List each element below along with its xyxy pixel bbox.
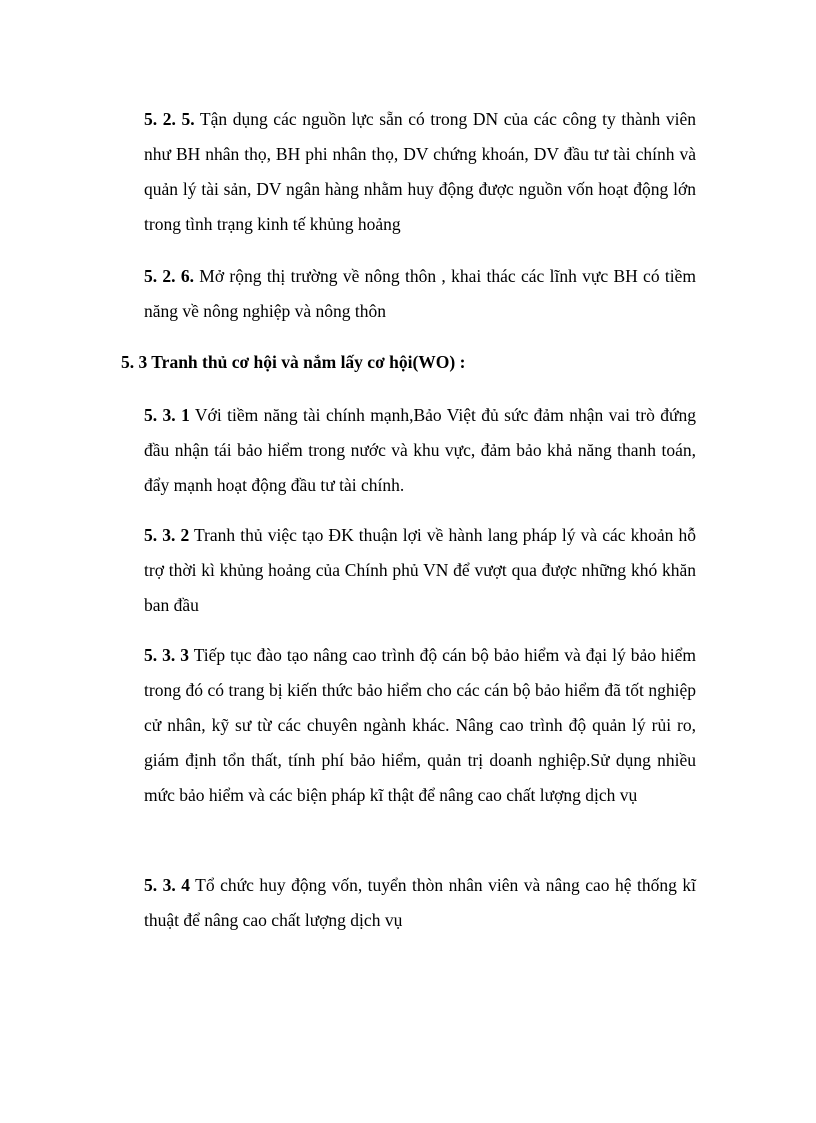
- paragraph-text: Tận dụng các nguồn lực sẵn có trong DN của các công ty thành viên như BH nhân thọ, BH phi nhân thọ, DV chứng khoán, DV đầu tư tài chính và quản lý tài sản, DV ngân hàng nhằm huy động được nguồn vốn hoạt động lớn trong tình trạng kinh tế khủng hoảng: [144, 109, 697, 234]
- paragraph-5-3-4: [144, 868, 696, 938]
- paragraph-5-3-1: [144, 398, 696, 503]
- paragraph-text: Tranh thủ việc tạo ĐK thuận lợi về hành lang pháp lý và các khoản hỗ trợ thời kì khủng hoảng của Chính phủ VN để vượt qua được những khó khăn ban đầu: [144, 525, 696, 615]
- paragraph-number: 5. 3. 1: [144, 405, 190, 425]
- paragraph-number: 5. 3. 4: [144, 875, 190, 895]
- paragraph-5-2-5: [144, 102, 696, 242]
- paragraph-text: Mở rộng thị trường về nông thôn , khai thác các lĩnh vực BH có tiềm năng về nông nghiệp và nông thôn: [144, 266, 696, 321]
- paragraph-number: 5. 2. 6.: [144, 266, 194, 286]
- paragraph-number: 5. 2. 5.: [144, 109, 195, 129]
- paragraph-5-3-3: [144, 638, 696, 813]
- paragraph-text: Với tiềm năng tài chính mạnh,Bảo Việt đủ sức đảm nhận vai trò đứng đầu nhận tái bảo hiểm trong nước và khu vực, đảm bảo khả năng thanh toán, đẩy mạnh hoạt động đầu tư tài chính.: [144, 405, 696, 495]
- section-heading-5-3: 5. 3 Tranh thủ cơ hội và nắm lấy cơ hội(WO) :: [121, 352, 466, 372]
- paragraph-5-3-2: [144, 518, 696, 623]
- paragraph-text: Tiếp tục đào tạo nâng cao trình độ cán bộ bảo hiểm và đại lý bảo hiểm trong đó có trang bị kiến thức bảo hiểm cho các cán bộ bảo hiểm đã tốt nghiệp cử nhân, kỹ sư từ các chuyên ngành khác. Nâng cao trình độ quản lý rủi ro, giám định tổn thất, tính phí bảo hiểm, quản trị doanh nghiệp.Sử dụng nhiều mức bảo hiểm và các biện pháp kĩ thật để nâng cao chất lượng dịch vụ: [144, 645, 696, 805]
- paragraph-number: 5. 3. 2: [144, 525, 190, 545]
- paragraph-number: 5. 3. 3: [144, 645, 190, 665]
- paragraph-text: Tổ chức huy động vốn, tuyển thòn nhân viên và nâng cao hệ thống kĩ thuật để nâng cao chất lượng dịch vụ: [144, 875, 697, 930]
- paragraph-5-2-6: [144, 259, 696, 329]
